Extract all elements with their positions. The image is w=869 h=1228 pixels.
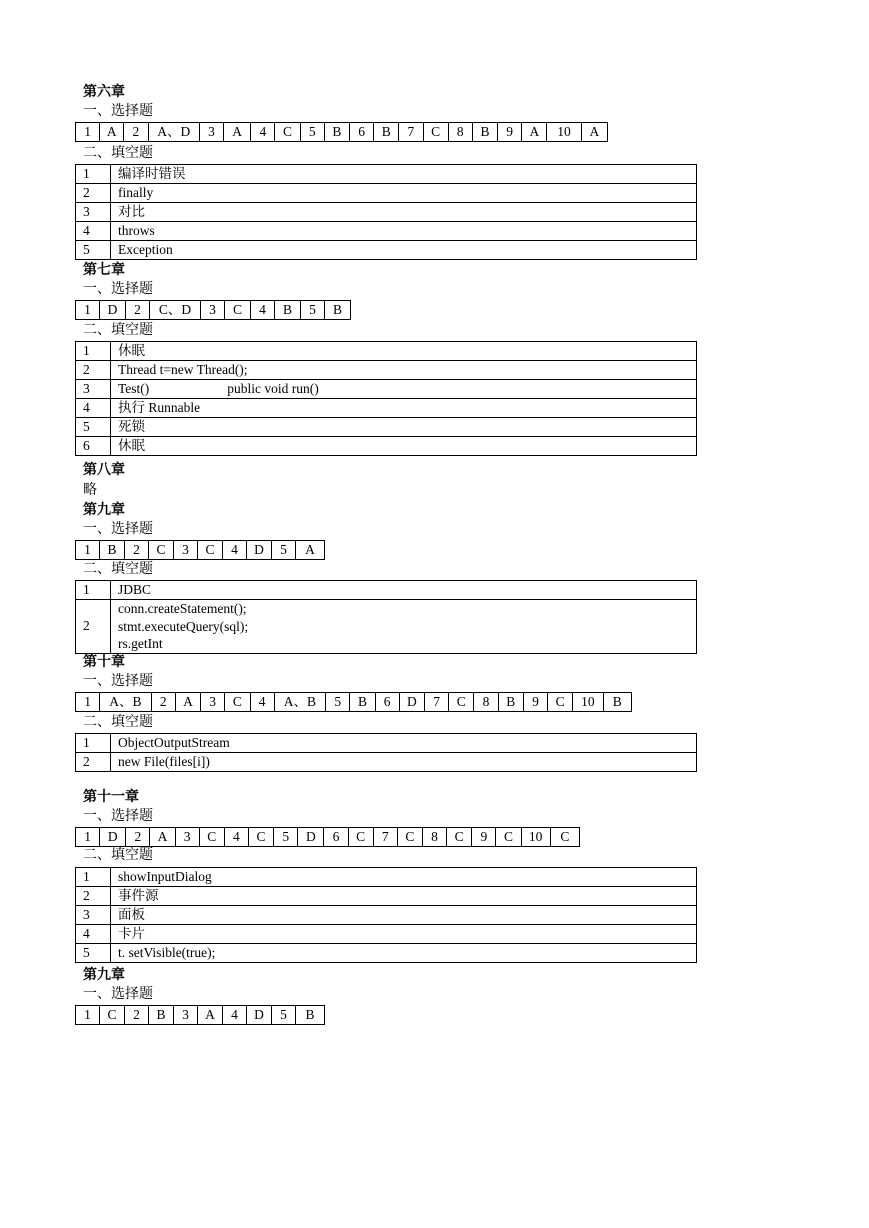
question-number: 2 [125,541,149,560]
choice-row [76,828,580,847]
answer-cell: C [447,828,472,847]
answer-cell: A [296,541,325,560]
answer-cell: 卡片 [111,925,697,944]
answer-cell: C [348,828,373,847]
fill-row [76,165,697,184]
answer-cell: 休眠 [111,437,697,456]
fill-row [76,600,697,654]
answer-cell: C [423,123,448,142]
choice-answer-table [75,1005,325,1025]
fill-row [76,418,697,437]
fill-label: 二、填空题 [83,715,153,730]
answer-cell: 死锁 [111,418,697,437]
question-number: 8 [474,693,498,712]
chapter-heading: 第十一章 [83,790,139,805]
choice-row [76,301,351,320]
code-line: conn.createStatement(); [118,601,247,616]
question-number: 7 [373,828,397,847]
fill-label: 二、填空题 [83,323,153,338]
question-number: 1 [76,734,111,753]
question-number: 6 [324,828,348,847]
answer-cell: A、B [274,693,325,712]
fill-row [76,925,697,944]
answer-cell: D [100,828,126,847]
question-number: 9 [498,123,522,142]
answer-cell: B [100,541,125,560]
choice-label: 一、选择题 [83,987,153,1002]
question-number: 2 [76,184,111,203]
answer-cell: D [298,828,324,847]
fill-row [76,906,697,925]
fill-answer-table [75,341,697,456]
answer-cell: C [100,1006,125,1025]
chapter-note: 略 [83,483,97,498]
answer-cell: B [324,123,349,142]
question-number: 10 [521,828,550,847]
answer-cell: throws [111,222,697,241]
answer-cell [111,380,697,399]
question-number: 3 [174,541,198,560]
code-line: rs.getInt [118,636,163,651]
answer-cell: C [275,123,300,142]
question-number: 2 [125,1006,149,1025]
fill-label: 二、填空题 [83,562,153,577]
question-number: 10 [547,123,581,142]
question-number: 8 [448,123,472,142]
question-number: 10 [573,693,603,712]
answer-part: public void run() [227,381,319,396]
answer-cell: Thread t=new Thread(); [111,361,697,380]
question-number: 2 [76,887,111,906]
question-number: 2 [76,600,111,654]
answer-cell: 事件源 [111,887,697,906]
question-number: 6 [349,123,373,142]
answer-cell: B [350,693,375,712]
choice-answer-table [75,540,325,560]
answer-cell: 编译时错误 [111,165,697,184]
question-number: 3 [174,1006,198,1025]
chapter-heading: 第九章 [83,503,125,518]
question-number: 9 [472,828,496,847]
answer-cell: D [247,541,272,560]
answer-cell: B [325,301,351,320]
chapter-heading: 第六章 [83,85,125,100]
fill-row [76,241,697,260]
answer-cell: C [496,828,521,847]
choice-label: 一、选择题 [83,674,153,689]
question-number: 1 [76,301,100,320]
fill-row [76,887,697,906]
answer-cell: D [100,301,126,320]
choice-row [76,1006,325,1025]
choice-row [76,541,325,560]
fill-label: 二、填空题 [83,146,153,161]
fill-row [76,734,697,753]
choice-row [76,693,632,712]
question-number: 1 [76,828,100,847]
choice-answer-table [75,122,608,142]
answer-cell: A [522,123,547,142]
fill-label: 二、填空题 [83,848,153,863]
question-number: 4 [224,828,248,847]
question-number: 8 [422,828,446,847]
fill-answer-table [75,867,697,963]
question-number: 1 [76,693,100,712]
question-number: 4 [251,123,275,142]
answer-cell: C [198,541,223,560]
question-number: 6 [375,693,399,712]
answer-cell: C [225,301,251,320]
answer-cell: 执行 Runnable [111,399,697,418]
question-number: 5 [300,123,324,142]
answer-cell: C [550,828,579,847]
fill-answer-table [75,580,697,654]
answer-cell: A [224,123,251,142]
fill-row [76,753,697,772]
chapter-heading: 第七章 [83,263,125,278]
choice-label: 一、选择题 [83,282,153,297]
question-number: 3 [76,380,111,399]
question-number: 1 [76,581,111,600]
answer-cell: C [199,828,224,847]
answer-cell: B [275,301,301,320]
answer-cell: A [150,828,175,847]
answer-cell: B [374,123,399,142]
question-number: 5 [301,301,325,320]
answer-cell: D [399,693,424,712]
answer-cell: 对比 [111,203,697,222]
question-number: 2 [151,693,175,712]
answer-cell: A、B [100,693,151,712]
answer-cell: showInputDialog [111,868,697,887]
question-number: 3 [76,906,111,925]
question-number: 4 [76,222,111,241]
answer-cell: t. setVisible(true); [111,944,697,963]
question-number: 2 [126,301,150,320]
answer-cell: 面板 [111,906,697,925]
question-number: 3 [199,123,223,142]
choice-answer-table [75,827,580,847]
choice-label: 一、选择题 [83,809,153,824]
fill-row [76,581,697,600]
question-number: 5 [272,1006,296,1025]
question-number: 4 [76,399,111,418]
fill-row [76,868,697,887]
fill-answer-table [75,164,697,260]
fill-row [76,361,697,380]
fill-row [76,399,697,418]
answer-cell: C [225,693,250,712]
fill-row [76,944,697,963]
choice-label: 一、选择题 [83,104,153,119]
question-number: 2 [76,361,111,380]
answer-cell: C [149,541,174,560]
answer-cell: B [603,693,631,712]
question-number: 2 [124,123,148,142]
question-number: 5 [272,541,296,560]
question-number: 4 [223,1006,247,1025]
choice-label: 一、选择题 [83,522,153,537]
question-number: 5 [326,693,350,712]
question-number: 5 [76,944,111,963]
answer-cell: B [498,693,523,712]
answer-cell: Exception [111,241,697,260]
question-number: 9 [523,693,547,712]
answer-cell: C [548,693,573,712]
question-number: 5 [274,828,298,847]
answer-cell: ObjectOutputStream [111,734,697,753]
answer-cell: finally [111,184,697,203]
question-number: 4 [251,301,275,320]
choice-answer-table [75,692,632,712]
question-number: 1 [76,342,111,361]
answer-cell: C [449,693,474,712]
answer-cell: A [100,123,124,142]
question-number: 4 [76,925,111,944]
answer-cell: B [472,123,497,142]
answer-cell: A [198,1006,223,1025]
question-number: 3 [76,203,111,222]
question-number: 1 [76,165,111,184]
question-number: 2 [76,753,111,772]
question-number: 1 [76,541,100,560]
answer-cell: 休眠 [111,342,697,361]
answer-cell: C [248,828,273,847]
question-number: 3 [201,301,225,320]
answer-cell: B [149,1006,174,1025]
question-number: 2 [126,828,150,847]
question-number: 1 [76,123,100,142]
answer-cell: A [581,123,607,142]
fill-answer-table [75,733,697,772]
chapter-heading: 第九章 [83,968,125,983]
fill-row [76,222,697,241]
answer-cell: D [247,1006,272,1025]
code-line: stmt.executeQuery(sql); [118,618,249,634]
question-number: 5 [76,241,111,260]
fill-row [76,437,697,456]
question-number: 1 [76,868,111,887]
question-number: 6 [76,437,111,456]
fill-row [76,184,697,203]
fill-row [76,203,697,222]
question-number: 4 [250,693,274,712]
answer-cell: C、D [150,301,201,320]
question-number: 1 [76,1006,100,1025]
question-number: 7 [425,693,449,712]
answer-cell: JDBC [111,581,697,600]
answer-cell: A、D [148,123,199,142]
question-number: 3 [175,828,199,847]
answer-cell [111,600,697,654]
question-number: 5 [76,418,111,437]
fill-row [76,380,697,399]
chapter-heading: 第十章 [83,655,125,670]
question-number: 3 [201,693,225,712]
question-number: 7 [399,123,423,142]
question-number: 4 [223,541,247,560]
answer-cell: A [175,693,200,712]
answer-part: Test() [118,381,150,396]
answer-cell: C [397,828,422,847]
fill-row [76,342,697,361]
chapter-heading: 第八章 [83,463,125,478]
choice-row [76,123,608,142]
answer-cell: new File(files[i]) [111,753,697,772]
choice-answer-table [75,300,351,320]
answer-cell: B [296,1006,325,1025]
